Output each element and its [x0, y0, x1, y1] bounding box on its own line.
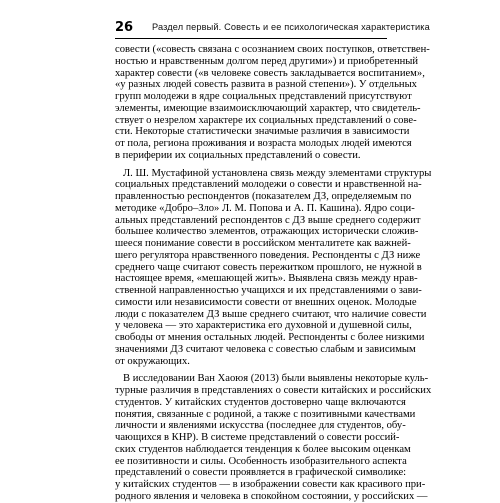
text-line: совести («совесть связана с осознанием своих поступков, ответствен- — [115, 44, 430, 55]
text-line: ственной направленностью учащихся и их представлениями о зави- — [115, 285, 422, 296]
text-line: в периферии их социальных представлений о совести. — [115, 149, 361, 161]
text-line: В исследовании Ван Хаоюя (2013) были выявлены некоторые куль- — [123, 373, 429, 385]
text-line: настоящее время, «мешающей жить». Выявлена связь между нрав- — [115, 273, 418, 285]
text-line: чающихся в КНР). В системе представлений о совести россий- — [115, 432, 400, 443]
text-line: шего регулятора нравственного поведения. Респонденты с ДЗ ниже — [115, 249, 421, 261]
text-line: методике «Добро–Зло» Л. М. Попова и А. П. Кашина). Ядро соци- — [115, 202, 415, 214]
text-line: турные различия в представлениях о совести китайских и российских — [115, 385, 432, 396]
text-line: альных представлений респондентов с ДЗ выше среднего содержит — [115, 214, 421, 226]
text-line: сти. Некоторые статистически значимые различия в зависимости — [115, 126, 410, 138]
text-line: ских студентов наблюдается тенденция к более высоким оценкам — [115, 443, 411, 455]
text-line: шееся понимание совести в российском менталитете как важней- — [115, 238, 411, 249]
text-line: ствует о незрелом характере их социальных представлений о сове- — [115, 114, 417, 126]
paragraph — [115, 44, 430, 162]
text-line: свободы от мнения остальных людей. Респонденты с более низкими — [115, 332, 425, 343]
text-line: правленностью респондентов (показателем ДЗ, определяемым по — [115, 191, 412, 202]
paragraph — [115, 167, 432, 368]
text-line: у человека — это характеристика его духовной и душевной силы, — [115, 320, 412, 332]
running-header — [115, 18, 430, 40]
running-title: Раздел первый. Совесть и ее психологическая характеристика — [152, 22, 430, 32]
text-line: от пола, региона проживания и возраста молодых людей имеются — [115, 138, 412, 149]
page-number: 26 — [115, 20, 134, 35]
text-line: «у разных людей совесть развита в разной степени»). У отдельных — [115, 79, 417, 91]
text-line: большее количество элементов, отражающих исторически сложив- — [115, 226, 419, 238]
text-line: среднего чаще считают совесть пережитком прошлого, не нужной в — [115, 261, 422, 273]
text-line: значениями ДЗ считают человека с совестью слабым и зависимым — [115, 343, 416, 355]
header-rule — [115, 38, 387, 39]
paragraph — [115, 373, 432, 502]
text-line: социальных представлений молодежи о совести и нравственной на- — [115, 179, 422, 191]
text-line: у китайских студентов — в изображении совести как красивого при- — [115, 479, 426, 490]
text-line: симости или независимости совести от внешних оценок. Молодые — [115, 296, 417, 308]
text-line: студентов. У китайских студентов достоверно чаще включаются — [115, 396, 406, 408]
text-line: родного явления и человека в спокойном состоянии, у российских — — [115, 490, 428, 502]
text-line: ностью и нравственным долгом перед другими») и приобретенный — [115, 55, 419, 67]
text-line: понятия, связанные с родиной, а также с позитивными качествами — [115, 408, 416, 420]
text-line: групп молодежи в ядре социальных представлений присутствуют — [115, 91, 412, 102]
text-line: Л. Ш. Мустафиной установлена связь между элементами структуры — [123, 167, 432, 179]
body-text — [115, 44, 432, 503]
text-line: ее позитивности и силы. Особенность изобразительного аспекта — [115, 455, 407, 467]
text-line: личности и явлениями искусства (последнее для студентов, обу- — [115, 420, 406, 432]
text-line: характер совести («в человеке совесть закладывается воспитанием», — [115, 67, 425, 79]
text-line: от окружающих. — [115, 355, 190, 367]
text-line: люди с показателем ДЗ выше среднего считают, что наличие совести — [115, 308, 427, 320]
text-line: представлений о совести проявляется в графической символике: — [115, 467, 407, 479]
text-line: элементы, имеющие взаимоисключающий характер, что свидетель- — [115, 102, 421, 114]
